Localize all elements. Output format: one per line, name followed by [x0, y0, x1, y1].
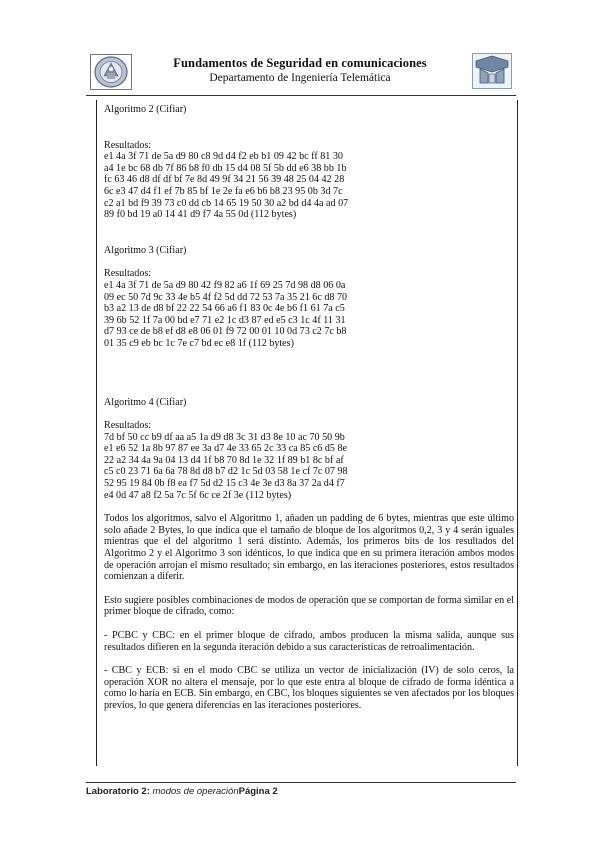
hex-line: 22 a2 34 4a 9a 04 13 d4 1f b8 70 8d 1e 32 1f 89 b1 8c bf af: [104, 454, 344, 466]
footer-page-label: Página: [238, 786, 270, 797]
footer-topic: modos de operación: [152, 786, 239, 797]
hex-line: e1 4a 3f 71 de 5a d9 80 42 f9 82 a6 1f 69 25 7d 98 d8 06 0a: [104, 279, 346, 291]
hex-line: d7 93 ce de b8 ef d8 e8 06 01 f9 72 00 01 10 0d 73 c2 7c b8: [104, 326, 347, 338]
hex-line: e4 0d 47 a8 f2 5a 7c 5f 6c ce 2f 3e (112 bytes): [104, 489, 292, 501]
footer-page-number: 2: [272, 786, 278, 797]
results-label: Resultados:: [104, 420, 152, 432]
hex-line: b3 a2 13 de d8 bf 22 22 54 66 a6 f1 83 0c 4e b6 f1 61 7a c5: [104, 303, 345, 315]
hex-line: e1 4a 3f 71 de 5a d9 80 c8 9d d4 f2 eb b1 09 42 bc ff 81 30: [104, 151, 343, 163]
hex-line: fc 63 46 d8 df df bf 7e 8d 49 9f 34 21 56 39 48 25 04 42 28: [104, 174, 345, 186]
section-title-algoritmo-3: Algoritmo 3 (Cifiar): [104, 244, 187, 256]
page-footer: [86, 786, 516, 797]
paragraph-combinations-intro: Esto sugiere posibles combinaciones de modos de operación que se comportan de forma similar en el primer bloque de cifrado, como:: [104, 594, 514, 618]
hex-line: 39 6b 52 1f 7a 00 bd e7 71 e2 1c d3 87 ed e5 c3 1c 4f 11 31: [104, 314, 346, 326]
paragraph-cbc-ecb: - CBC y ECB: si en el modo CBC se utiliza un vector de inicialización (IV) de solo ceros, la operación XOR no altera el mensaje, por lo que este entra al bloque de cifrado de forma idéntica a como lo haría en ECB. Sin embargo, en CBC, los bloques siguientes se ven afectados por los bloques previos, lo que genera diferencias en las iteraciones posteriores.: [104, 665, 514, 711]
hex-line: c2 a1 bd f9 39 73 c0 dd cb 14 65 19 50 30 a2 bd d4 4a ad 07: [104, 197, 349, 209]
page-header: [0, 0, 600, 100]
university-seal-logo: [90, 54, 132, 90]
hex-line: 01 35 c9 eb bc 1c 7e c7 bd ec e8 1f (112 bytes): [104, 337, 294, 349]
hex-line: 6c e3 47 d4 f1 ef 7b 85 bf 1e 2e fa e6 b6 b8 23 95 0b 3d 7c: [104, 185, 343, 197]
header-subtitle: Departamento de Ingeniería Telemática: [209, 72, 391, 84]
department-logo: [472, 53, 512, 89]
hex-line: 7d bf 50 cc b9 df aa a5 1a d9 d8 3c 31 d3 8e 10 ac 70 50 9b: [104, 431, 345, 443]
header-divider: [86, 95, 516, 96]
results-label: Resultados:: [104, 268, 152, 280]
section-title-algoritmo-4: Algoritmo 4 (Cifiar): [104, 396, 187, 408]
header-title: Fundamentos de Seguridad en comunicaciones: [173, 56, 427, 70]
results-label: Resultados:: [104, 139, 152, 151]
hex-line: c5 c0 23 71 6a 6a 78 8d d8 b7 d2 1c 5d 03 58 1e cf 7c 07 98: [104, 466, 348, 478]
hex-line: e1 e6 52 1a 8b 97 87 ee 3a d7 4e 33 65 2c 33 ca 85 c6 d5 8e: [104, 443, 348, 455]
hex-line: 09 ec 50 7d 9c 33 4e b5 4f f2 5d dd 72 53 7a 35 21 6c d8 70: [104, 291, 348, 303]
document-body: [104, 104, 514, 712]
hex-line: 52 95 19 84 0b f8 ea f7 5d d2 15 c3 4e 3e d3 8a 37 2a d4 f7: [104, 478, 345, 490]
hex-line: a4 1e bc 68 db 7f 86 b8 f0 db 15 d4 08 5f 5b dd e6 38 bb 1b: [104, 162, 347, 174]
section-title-algoritmo-2: Algoritmo 2 (Cifiar): [104, 104, 187, 115]
hex-line: 89 f0 bd 19 a0 14 41 d9 f7 4a 55 0d (112 bytes): [104, 209, 297, 221]
footer-lab-label: Laboratorio 2:: [86, 786, 150, 797]
paragraph-padding-analysis: Todos los algoritmos, salvo el Algoritmo 1, añaden un padding de 6 bytes, mientras que este último solo añade 2 Bytes, lo que indica que el tamaño de bloque de los algoritmos 0,2, 3 y 4 serán iguales mientras que el del algoritmo 1 será distinto. Además, los primeros bits de los resultados del Algoritmo 2 y el Algoritmo 3 son idénticos, lo que indica que en su primera iteración ambos modos de operación arrojan el mismo resultado; sin embargo, en las iteraciones posteriores, estos resultados comienzan a diferir.: [104, 513, 514, 583]
paragraph-pcbc-cbc: - PCBC y CBC: en el primer bloque de cifrado, ambos producen la misma salida, aunque sus resultados difieren en la segunda iteración debido a sus características de retroalimentación.: [104, 630, 514, 653]
footer-divider: [86, 782, 516, 783]
